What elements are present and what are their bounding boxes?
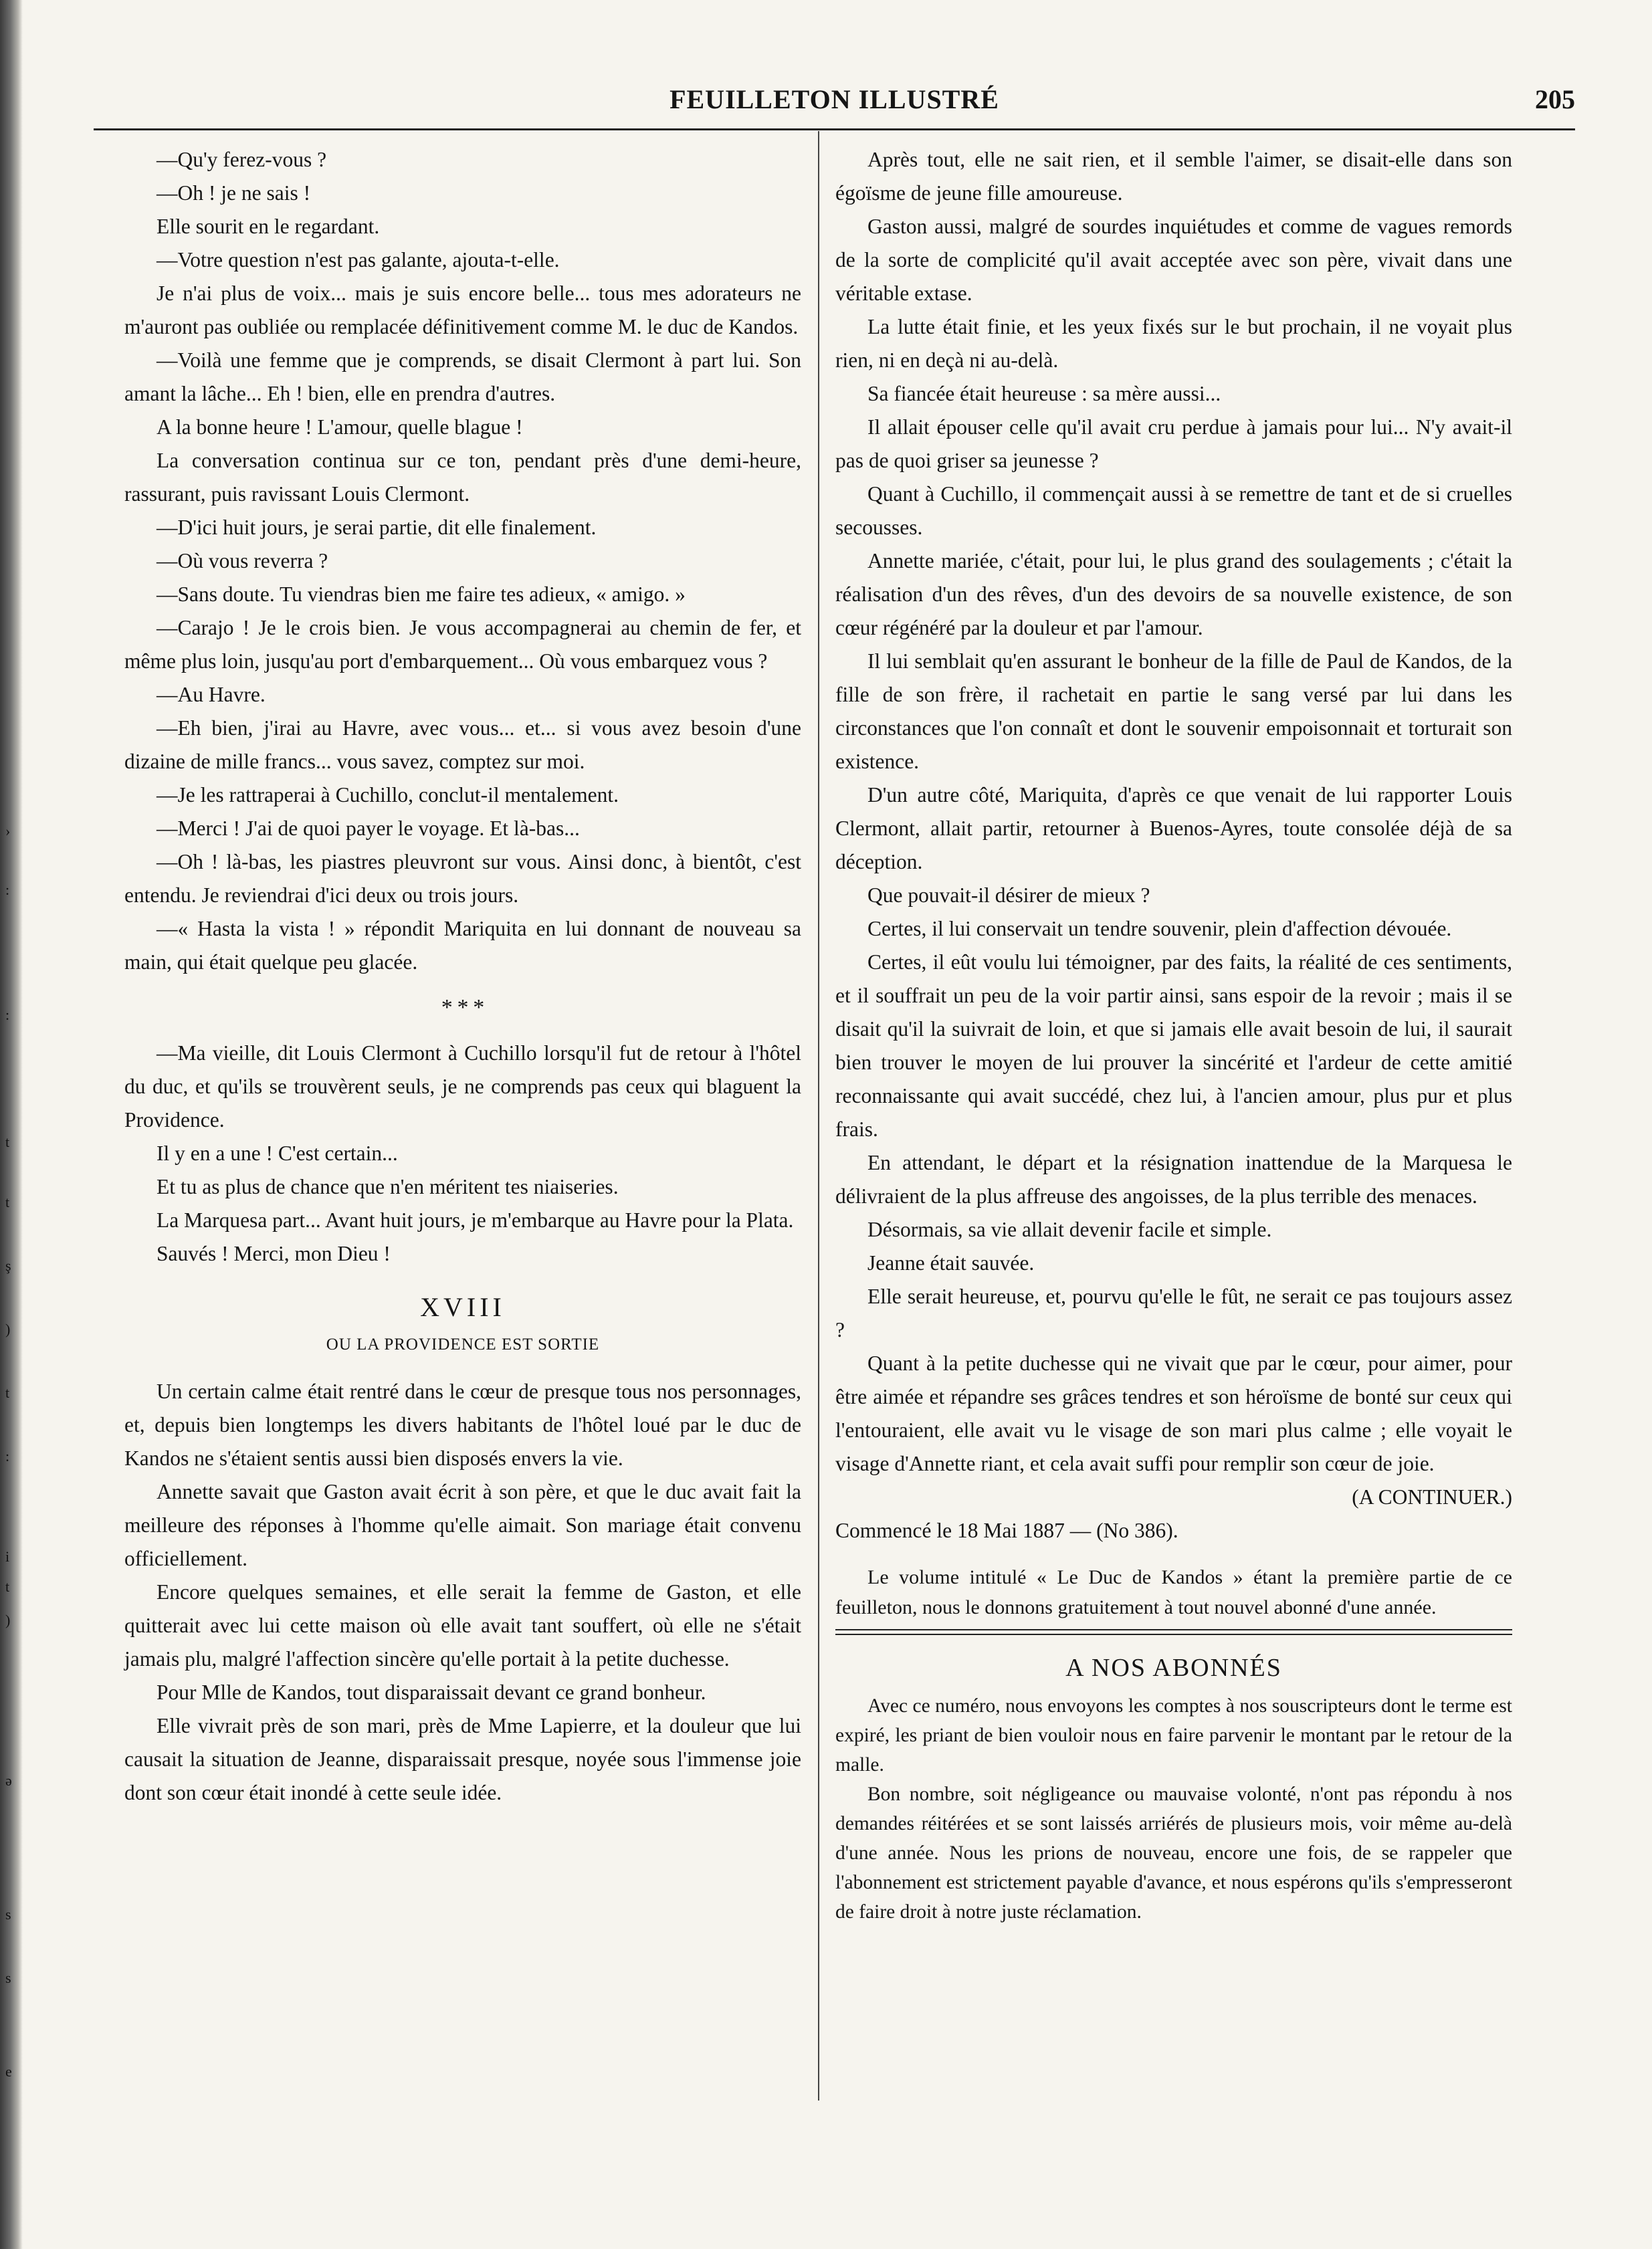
paragraph: —Je les rattraperai à Cuchillo, conclut-il mentalement. bbox=[157, 783, 619, 807]
paragraph: Que pouvait-il désirer de mieux ? bbox=[867, 883, 1150, 907]
paragraph: —Voilà une femme que je comprends, se disait Clermont à part lui. Son amant la lâche... Eh ! bien, elle en prendra d'autres. bbox=[124, 348, 801, 405]
paragraph: —« Hasta la vista ! » répondit Mariquita en lui donnant de nouveau sa main, qui était quelque peu glacée. bbox=[124, 917, 801, 974]
paragraph: Quant à Cuchillo, il commençait aussi à se remettre de tant et de si cruelles secousses. bbox=[835, 482, 1512, 539]
subscriber-notice bbox=[835, 1691, 1512, 1927]
paragraph: Elle sourit en le regardant. bbox=[157, 215, 380, 238]
paragraph: Elle vivrait près de son mari, près de Mme Lapierre, et la douleur que lui causait la situation de Jeanne, disparaissait presque, noyée sous l'immense joie dont son cœur était inondé à cette seule idée. bbox=[124, 1714, 801, 1804]
paragraph: —Qu'y ferez-vous ? bbox=[157, 148, 327, 171]
margin-specks: › : : t t ş ) t : i t ) ə s s e bbox=[5, 823, 12, 2080]
paragraph: La Marquesa part... Avant huit jours, je m'embarque au Havre pour la Plata. bbox=[157, 1208, 794, 1232]
paragraph: —Merci ! J'ai de quoi payer le voyage. Et là-bas... bbox=[157, 817, 580, 840]
paragraph: —Ma vieille, dit Louis Clermont à Cuchillo lorsqu'il fut de retour à l'hôtel du duc, et qu'ils se trouvèrent seuls, je ne comprends pas ceux qui blaguent la Providence. bbox=[124, 1041, 801, 1132]
chapter-number: XVIII bbox=[420, 1292, 506, 1322]
paragraph: Certes, il eût voulu lui témoigner, par des faits, la réalité de ces sentiments, et il souffrait un peu de la voir partir ainsi, sans espoir de la revoir ; mais il se disait qu'il la suivrait de loin, et que si jamais elle avait besoin de lui, il saurait bien trouver le moyen de lui prouver la sincérité et l'ardeur de cette amitié reconnaissante qui avait succédé, chez lui, à l'ancien amour, plus pur et plus frais. bbox=[835, 950, 1512, 1141]
paragraph: Il allait épouser celle qu'il avait cru perdue à jamais pour lui... N'y avait-il pas de quoi griser sa jeunesse ? bbox=[835, 415, 1512, 472]
volume-note: Le volume intitulé « Le Duc de Kandos » étant la première partie de ce feuilleton, nous le donnons gratuitement à tout nouvel abonné d'une année. bbox=[835, 1566, 1512, 1618]
paragraph: Jeanne était sauvée. bbox=[867, 1251, 1035, 1275]
paragraph: En attendant, le départ et la résignation inattendue de la Marquesa le délivraient de la plus affreuse des angoisses, de la plus terrible des menaces. bbox=[835, 1151, 1512, 1208]
notice-paragraph: Bon nombre, soit négligeance ou mauvaise volonté, n'ont pas répondu à nos demandes réitérées et se sont laissés arriérés de plusieurs mois, voir même au-delà d'une année. Nous les prions de nouveau, encore une fois, de se rappeler que l'abonnement est strictement payable d'avance, et nous espérons qu'ils s'empresseront de faire droit à notre juste réclamation. bbox=[835, 1784, 1512, 1923]
page-header bbox=[94, 84, 1575, 125]
paragraph: La lutte était finie, et les yeux fixés sur le but prochain, il ne voyait plus rien, ni en deçà ni au-delà. bbox=[835, 315, 1512, 372]
paragraph: —Oh ! là-bas, les piastres pleuvront sur vous. Ainsi donc, à bientôt, c'est entendu. Je reviendrai d'ici deux ou trois jours. bbox=[124, 850, 801, 907]
left-column bbox=[124, 143, 801, 1810]
paragraph: Elle serait heureuse, et, pourvu qu'elle le fût, ne serait ce pas toujours assez ? bbox=[835, 1285, 1512, 1342]
paragraph: —Oh ! je ne sais ! bbox=[157, 181, 311, 205]
section-break-stars: * * * bbox=[441, 995, 485, 1020]
paragraph: Annette savait que Gaston avait écrit à son père, et que le duc avait fait la meilleure des réponses à l'homme qu'elle aimait. Son mariage était convenu officiellement. bbox=[124, 1480, 801, 1570]
paragraph: Annette mariée, c'était, pour lui, le plus grand des soulagements ; c'était la réalisation d'un des rêves, d'un des devoirs de sa nouvelle existence, de son cœur régénéré par la douleur et par l'amour. bbox=[835, 549, 1512, 639]
paragraph: A la bonne heure ! L'amour, quelle blague ! bbox=[157, 415, 523, 439]
paragraph: Sa fiancée était heureuse : sa mère aussi... bbox=[867, 382, 1221, 405]
paragraph: —Votre question n'est pas galante, ajouta-t-elle. bbox=[157, 248, 560, 272]
started-note: Commencé le 18 Mai 1887 — (No 386). bbox=[835, 1519, 1178, 1542]
paragraph: Gaston aussi, malgré de sourdes inquiétudes et comme de vagues remords de la sorte de complicité qu'il avait acceptée avec son père, vivait dans une véritable extase. bbox=[835, 215, 1512, 305]
paragraph: Il y en a une ! C'est certain... bbox=[157, 1142, 398, 1165]
paragraph: —Au Havre. bbox=[157, 683, 266, 706]
notice-rule-top bbox=[835, 1629, 1512, 1630]
paragraph: Certes, il lui conservait un tendre souvenir, plein d'affection dévouée. bbox=[867, 917, 1452, 940]
paragraph: Après tout, elle ne sait rien, et il semble l'aimer, se disait-elle dans son égoïsme de jeune fille amoureuse. bbox=[835, 148, 1512, 205]
paragraph: Sauvés ! Merci, mon Dieu ! bbox=[157, 1242, 391, 1265]
paragraph: La conversation continua sur ce ton, pendant près d'une demi-heure, rassurant, puis ravissant Louis Clermont. bbox=[124, 449, 801, 506]
paragraph: —Eh bien, j'irai au Havre, avec vous... et... si vous avez besoin d'une dizaine de mille francs... vous savez, comptez sur moi. bbox=[124, 716, 801, 773]
notice-title: A NOS ABONNÉS bbox=[1065, 1654, 1282, 1682]
chapter-title: OU LA PROVIDENCE EST SORTIE bbox=[326, 1335, 600, 1354]
paragraph: D'un autre côté, Mariquita, d'après ce que venait de lui rapporter Louis Clermont, allait partir, retourner à Buenos-Ayres, toute consolée déjà de sa déception. bbox=[835, 783, 1512, 873]
notice-paragraph: Avec ce numéro, nous envoyons les comptes à nos souscripteurs dont le terme est expiré, les priant de bien vouloir nous en faire parvenir le montant par le retour de la malle. bbox=[835, 1695, 1512, 1776]
paragraph: —Où vous reverra ? bbox=[157, 549, 328, 572]
paragraph: —Carajo ! Je le crois bien. Je vous accompagnerai au chemin de fer, et même plus loin, jusqu'au port d'embarquement... Où vous embarquez vous ? bbox=[124, 616, 801, 673]
paragraph: Et tu as plus de chance que n'en méritent tes niaiseries. bbox=[157, 1175, 619, 1198]
publication-title: FEUILLETON ILLUSTRÉ bbox=[669, 84, 999, 114]
header-rule bbox=[94, 128, 1575, 130]
notice-rule-bottom bbox=[835, 1634, 1512, 1635]
paragraph: Un certain calme était rentré dans le cœur de presque tous nos personnages, et, depuis bien longtemps les divers habitants de l'hôtel loué par le duc de Kandos ne s'étaient sentis aussi bien disposés envers la vie. bbox=[124, 1380, 801, 1470]
paragraph: Je n'ai plus de voix... mais je suis encore belle... tous mes adorateurs ne m'auront pas oubliée ou remplacée définitivement comme M. le duc de Kandos. bbox=[124, 282, 801, 338]
page-number: 205 bbox=[1535, 84, 1575, 114]
paragraph: Quant à la petite duchesse qui ne vivait que par le cœur, pour aimer, pour être aimée et répandre ses grâces tendres et son héroïsme de bonté sur ceux qui l'entouraient, elle avait vu le visage de son mari plus calme ; elle voyait le visage d'Annette riant, et cela avait suffi pour remplir son cœur de joie. bbox=[835, 1352, 1512, 1475]
column-divider bbox=[818, 131, 819, 2101]
paragraph: Il lui semblait qu'en assurant le bonheur de la fille de Paul de Kandos, de la fille de son frère, il rachetait en partie le sang versé par lui dans les circonstances que l'on connaît et dont le souvenir empoisonnait et torturait son existence. bbox=[835, 649, 1512, 773]
paragraph: Encore quelques semaines, et elle serait la femme de Gaston, et elle quitterait avec lui cette maison où elle avait tant souffert, où elle ne s'était jamais plu, malgré l'affection sincère qu'elle portait à la petite duchesse. bbox=[124, 1580, 801, 1671]
spacer bbox=[835, 1547, 1512, 1562]
right-column bbox=[835, 143, 1512, 1927]
paragraph: —D'ici huit jours, je serai partie, dit elle finalement. bbox=[157, 516, 597, 539]
paragraph: —Sans doute. Tu viendras bien me faire tes adieux, « amigo. » bbox=[157, 582, 686, 606]
paragraph: Pour Mlle de Kandos, tout disparaissait devant ce grand bonheur. bbox=[157, 1681, 706, 1704]
paragraph: Désormais, sa vie allait devenir facile et simple. bbox=[867, 1218, 1272, 1241]
to-be-continued: (A CONTINUER.) bbox=[1352, 1485, 1512, 1509]
